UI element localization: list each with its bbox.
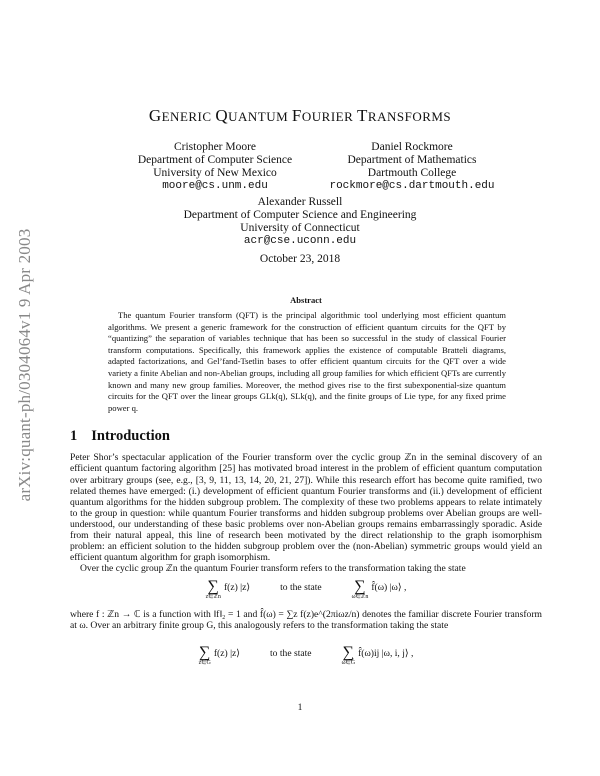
equation-mid: to the state: [270, 647, 312, 659]
paper-date: October 23, 2018: [259, 253, 341, 265]
sum-symbol: ∑ z∈ℤn: [205, 578, 221, 601]
sum-subscript: z∈G: [198, 659, 211, 666]
sum-subscript: z∈ℤn: [205, 594, 221, 601]
abstract-heading: Abstract: [290, 295, 322, 305]
author-block: [0, 196, 600, 248]
equation: [70, 643, 542, 667]
equation: [70, 580, 542, 601]
section-title: Introduction: [91, 428, 170, 445]
author-name: Cristopher Moore: [173, 141, 257, 153]
page-number: 1: [297, 702, 303, 713]
paper-title: [0, 106, 600, 127]
author-email: moore@cs.unm.edu: [162, 180, 268, 192]
title-word: UANTUM: [228, 109, 292, 124]
equation-lhs: f(z) |z⟩: [223, 582, 251, 594]
author-inst: University of Connecticut: [240, 222, 360, 234]
author-email: acr@cse.uconn.edu: [243, 235, 357, 247]
author-dept: Department of Computer Science: [137, 154, 293, 166]
author-dept: Department of Computer Science and Engineering: [183, 209, 417, 221]
author-name: Alexander Russell: [257, 196, 343, 208]
sum-subscript: ω∈Ĝ: [341, 659, 356, 666]
paragraph: Over the cyclic group ℤn the quantum Fourier transform refers to the transformation taking the state: [80, 563, 466, 575]
title-word: ENERIC: [161, 109, 216, 124]
author-inst: University of New Mexico: [153, 167, 277, 179]
title-cap: G: [148, 106, 162, 125]
paragraph: where f : ℤn → ℂ is a function with ‖f‖₂ = 1 and f̂(ω) = ∑z f(z)e^(2πiωz/n) denotes the familiar discrete Fourier transform at ω. Over an arbitrary finite group G, this analogously refers to the transformation taking the state: [70, 609, 542, 632]
equation-mid: to the state: [280, 582, 322, 594]
section-number: 1: [70, 428, 78, 445]
title-cap: Q: [215, 106, 229, 125]
author-name: Daniel Rockmore: [371, 141, 453, 153]
arxiv-stamp: arXiv:quant-ph/0304064v1 9 Apr 2003: [15, 228, 34, 502]
author-dept: Department of Mathematics: [347, 154, 477, 166]
title-word: OURIER: [301, 109, 358, 124]
paragraph: Peter Shor’s spectacular application of the Fourier transform over the cyclic group ℤn in the seminal discovery of an efficient quantum factoring algorithm [25] has motivated broad interest in the problem of efficient quantum computation over arbitrary groups (see, e.g., [3, 9, 11, 13, 14, 20, 21, 27]). While this research effort has become quite ramified, two related themes have emerged: (i.) development of efficient quantum Fourier transforms and (ii.) development of efficient quantum algorithms for the hidden subgroup problem. The complexity of these two problems appears to relate intimately to the group in question: while quantum Fourier transforms and hidden subgroup problems over Abelian groups are well-understood, our understanding of these basic problems over non-Abelian groups remains embarrassingly sporadic. Aside from their natural appeal, this line of research been motivated by the direct relationship to the graph isomorphism problem: an efficient solution to the hidden subgroup problem over the (non-Abelian) symmetric groups would yield an efficient quantum algorithm for graph isomorphism.: [70, 452, 542, 564]
sum-subscript: ω∈ℤn: [351, 594, 369, 601]
author-block: [110, 141, 320, 193]
sum-symbol: ∑ ω∈Ĝ: [341, 643, 356, 666]
title-cap: T: [357, 106, 368, 125]
equation-rhs: f̂(ω) |ω⟩ ,: [371, 582, 407, 594]
title-cap: F: [291, 106, 302, 125]
title-word: RANSFORMS: [367, 109, 452, 124]
author-email: rockmore@cs.dartmouth.edu: [329, 180, 495, 192]
equation-lhs: f(z) |z⟩: [213, 647, 240, 659]
section-heading: [70, 427, 542, 445]
abstract-text: The quantum Fourier transform (QFT) is the principal algorithmic tool underlying most efficient quantum algorithms. We present a generic framework for the construction of efficient quantum circuits for the QFT by “quantizing” the separation of variables technique that has been so successful in the study of classical Fourier transform computations. Specifically, this framework applies the existence of computable Bratteli diagrams, adapted factorizations, and Gel’fand-Tsetlin bases to offer efficient quantum circuits for the QFT over a wide variety a finite Abelian and non-Abelian groups, including all group families for which efficient QFTs are currently known and many new group families. Moreover, the method gives rise to the first subexponential-size quantum circuits for the QFT over the linear groups GLk(q), SLk(q), and the finite groups of Lie type, for any fixed prime power q.: [108, 310, 506, 413]
sum-symbol: ∑ ω∈ℤn: [351, 578, 369, 601]
author-block: [312, 141, 512, 193]
body-flow: [70, 295, 542, 667]
author-inst: Dartmouth College: [367, 167, 457, 179]
sum-symbol: ∑ z∈G: [198, 643, 211, 666]
equation-rhs: f̂(ω)ij |ω, i, j⟩ ,: [358, 647, 414, 659]
